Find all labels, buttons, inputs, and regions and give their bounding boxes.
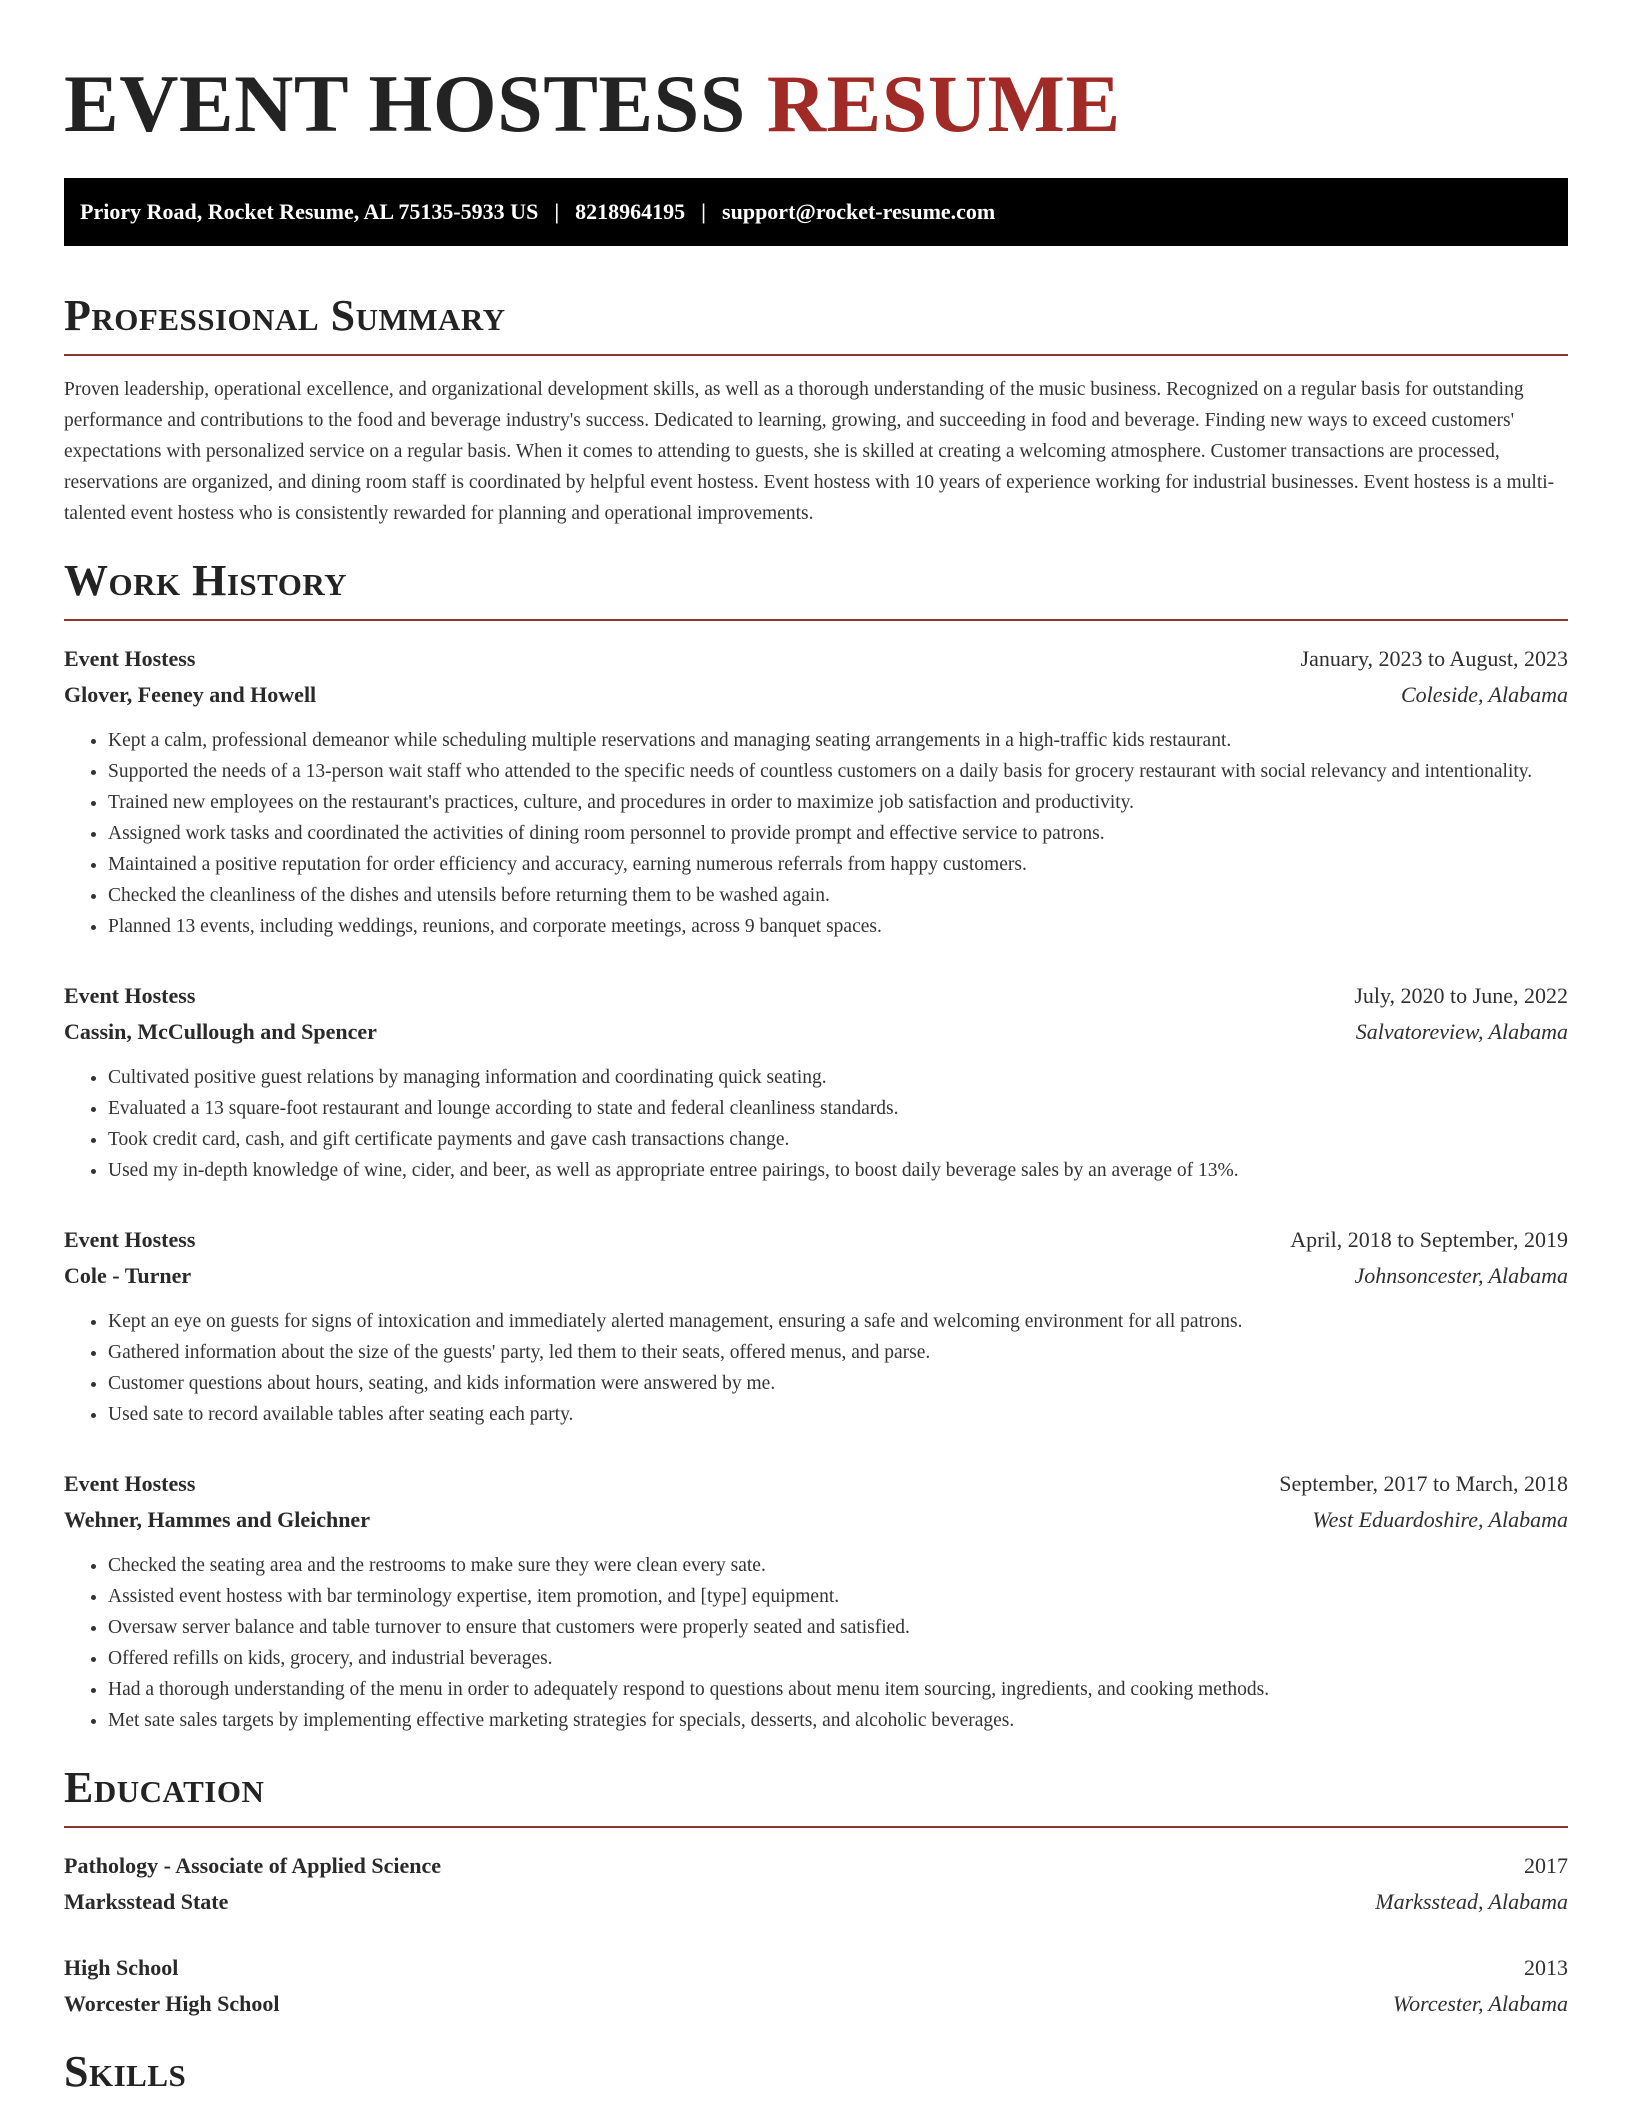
education-school-row [64, 1884, 1568, 1920]
job-role: Event Hostess [64, 983, 196, 1008]
job-company: Cassin, McCullough and Spencer [64, 1019, 377, 1044]
job-company-row [64, 1502, 1568, 1538]
job-company: Wehner, Hammes and Gleichner [64, 1507, 370, 1532]
job-bullets [64, 1062, 1568, 1186]
job-company-row [64, 1258, 1568, 1294]
job-bullet: • Checked the cleanliness of the dishes and utensils before returning them to be washed again. [108, 880, 1568, 911]
education-location: Marksstead, Alabama [1375, 1889, 1568, 1914]
education-school: Worcester High School [64, 1991, 280, 2016]
job-company: Cole - Turner [64, 1263, 192, 1288]
resume-title-main: EVENT HOSTESS [64, 58, 746, 149]
job-bullet: • Cultivated positive guest relations by managing information and coordinating quick seating. [108, 1062, 1568, 1093]
job-location: Coleside, Alabama [1400, 682, 1568, 707]
education-location: Worcester, Alabama [1392, 1991, 1568, 2016]
job-dates: July, 2020 to June, 2022 [1354, 983, 1568, 1008]
contact-bar [64, 178, 1568, 246]
contact-phone: 8218964195 [575, 199, 686, 224]
job-header-row [64, 641, 1568, 677]
job-bullet: • Planned 13 events, including weddings, reunions, and corporate meetings, across 9 banquet spaces. [108, 911, 1568, 942]
education-degree: Pathology - Associate of Applied Science [64, 1853, 442, 1878]
job-bullet: • Oversaw server balance and table turnover to ensure that customers were properly seated and satisfied. [108, 1612, 1568, 1643]
summary-text: Proven leadership, operational excellence, and organizational development skills, as well as a thorough understanding of the music business. Recognized on a regular basis for outstanding performance and contributions to the food and beverage industry's success. Dedicated to learning, growing, and succeeding in food and beverage. Finding new ways to exceed customers' expectations with personalized service on a regular basis. When it comes to attending to guests, she is skilled at creating a welcoming atmosphere. Customer transactions are processed, reservations are organized, and dining room staff is coordinated by helpful event hostess. Event hostess with 10 years of experience working for industrial businesses. Event hostess is a multi-talented event hostess who is consistently rewarded for planning and operational improvements. [64, 379, 1555, 524]
job-bullet: • Assigned work tasks and coordinated the activities of dining room personnel to provide prompt and effective service to patrons. [108, 818, 1568, 849]
education-entry [64, 1950, 1568, 2022]
job-bullet: • Customer questions about hours, seating, and kids information were answered by me. [108, 1368, 1568, 1399]
education-header-row [64, 1950, 1568, 1986]
job-bullet: • Evaluated a 13 square-foot restaurant and lounge according to state and federal cleanliness standards. [108, 1093, 1568, 1124]
job-bullet: • Gathered information about the size of the guests' party, led them to their seats, offered menus, and parse. [108, 1337, 1568, 1368]
section-title-summary: Professional Summary [64, 290, 1568, 356]
job-bullet: • Assisted event hostess with bar terminology expertise, item promotion, and [type] equipment. [108, 1581, 1568, 1612]
job-bullet: • Kept a calm, professional demeanor while scheduling multiple reservations and managing seating arrangements in a high-traffic kids restaurant. [108, 725, 1568, 756]
job-bullet: • Maintained a positive reputation for order efficiency and accuracy, earning numerous referrals from happy customers. [108, 849, 1568, 880]
job-role: Event Hostess [64, 646, 196, 671]
contact-separator: | [554, 199, 560, 224]
education-school-row [64, 1986, 1568, 2022]
job-entry [64, 1222, 1568, 1430]
job-bullet: • Checked the seating area and the restrooms to make sure they were clean every sate. [108, 1550, 1568, 1581]
job-role: Event Hostess [64, 1471, 196, 1496]
job-bullet: • Used sate to record available tables after seating each party. [108, 1399, 1568, 1430]
education-year: 2017 [1524, 1853, 1568, 1878]
job-bullet: • Kept an eye on guests for signs of intoxication and immediately alerted management, ensuring a safe and welcoming environment for all patrons. [108, 1306, 1568, 1337]
job-bullet: • Had a thorough understanding of the menu in order to adequately respond to questions about menu item sourcing, ingredients, and cooking methods. [108, 1674, 1568, 1705]
job-dates: September, 2017 to March, 2018 [1279, 1471, 1568, 1496]
education-header-row [64, 1848, 1568, 1884]
job-dates: April, 2018 to September, 2019 [1290, 1227, 1568, 1252]
job-role: Event Hostess [64, 1227, 196, 1252]
job-entry [64, 641, 1568, 942]
work-history-list [64, 641, 1568, 1736]
job-bullets [64, 725, 1568, 942]
contact-email: support@rocket-resume.com [722, 199, 996, 224]
job-bullet: • Met sate sales targets by implementing effective marketing strategies for specials, desserts, and alcoholic beverages. [108, 1705, 1568, 1736]
resume-page [64, 0, 1568, 2110]
education-entry [64, 1848, 1568, 1920]
section-title-work-history: Work History [64, 555, 1568, 621]
job-location: West Eduardoshire, Alabama [1312, 1507, 1568, 1532]
job-bullet: • Used my in-depth knowledge of wine, cider, and beer, as well as appropriate entree pairings, to boost daily beverage sales by an average of 13%. [108, 1155, 1568, 1186]
contact-address: Priory Road, Rocket Resume, AL 75135-5933 US [80, 199, 539, 224]
job-bullet: • Offered refills on kids, grocery, and industrial beverages. [108, 1643, 1568, 1674]
job-bullet: • Trained new employees on the restaurant's practices, culture, and procedures in order to maximize job satisfaction and productivity. [108, 787, 1568, 818]
section-title-education: Education [64, 1762, 1568, 1828]
job-dates: January, 2023 to August, 2023 [1300, 646, 1568, 671]
education-year: 2013 [1524, 1955, 1568, 1980]
job-entry [64, 978, 1568, 1186]
job-header-row [64, 1222, 1568, 1258]
resume-title [64, 58, 1568, 150]
job-entry [64, 1466, 1568, 1736]
job-bullets [64, 1550, 1568, 1736]
section-title-skills: Skills [64, 2047, 187, 2096]
job-bullets [64, 1306, 1568, 1430]
job-company-row [64, 677, 1568, 713]
job-location: Salvatoreview, Alabama [1355, 1019, 1568, 1044]
job-company: Glover, Feeney and Howell [64, 682, 317, 707]
education-school: Marksstead State [64, 1889, 229, 1914]
education-list [64, 1848, 1568, 2022]
job-location: Johnsoncester, Alabama [1354, 1263, 1568, 1288]
contact-separator: | [701, 199, 707, 224]
resume-title-accent: RESUME [766, 58, 1121, 149]
job-header-row [64, 1466, 1568, 1502]
job-bullet: • Supported the needs of a 13-person wait staff who attended to the specific needs of countless customers on a daily basis for grocery restaurant with social relevancy and intentionality. [108, 756, 1568, 787]
job-company-row [64, 1014, 1568, 1050]
job-header-row [64, 978, 1568, 1014]
education-degree: High School [64, 1955, 179, 1980]
job-bullet: • Took credit card, cash, and gift certificate payments and gave cash transactions change. [108, 1124, 1568, 1155]
